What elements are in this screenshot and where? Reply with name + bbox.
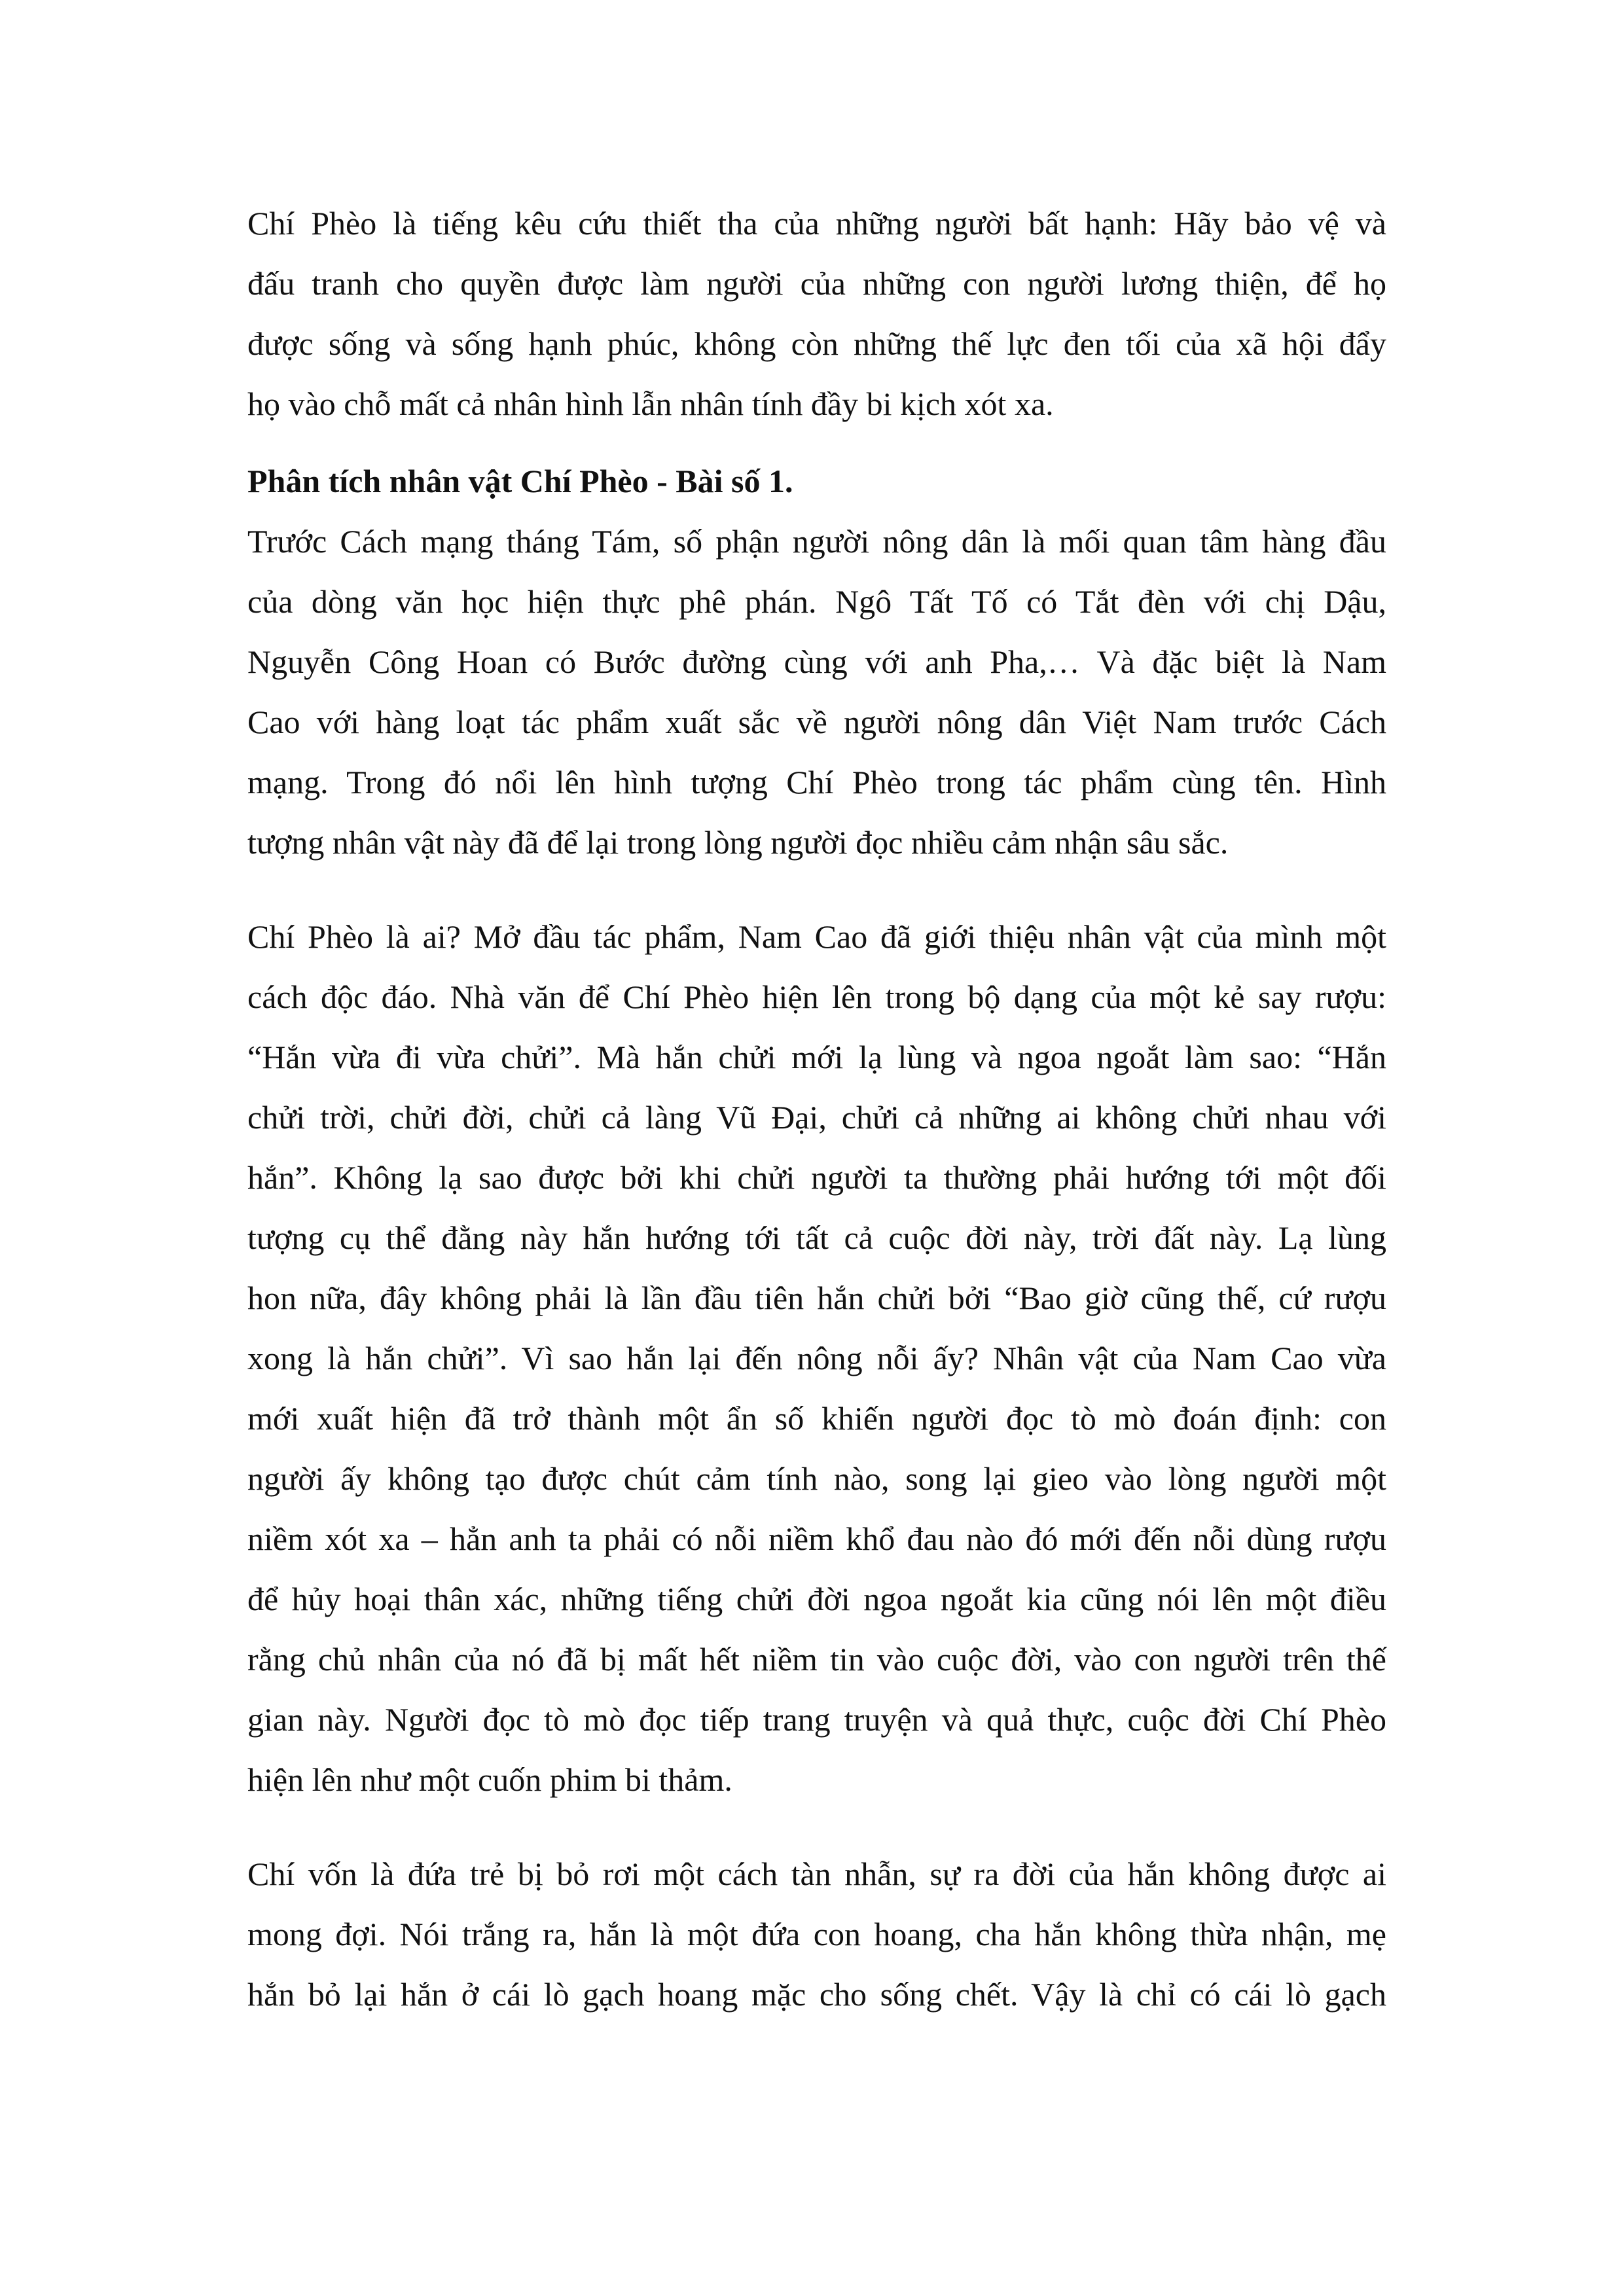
text-line: hiện lên như một cuốn phim bi thảm. (247, 1761, 732, 1798)
text-line: mong đợi. Nói trắng ra, hắn là một đứa con hoang, cha hắn không thừa nhận, mẹ (247, 1916, 1386, 1952)
section-heading: Phân tích nhân vật Chí Phèo - Bài số 1. (247, 463, 793, 499)
spacer (247, 1810, 1386, 1844)
text-line: hắn bỏ lại hắn ở cái lò gạch hoang mặc cho sống chết. Vậy là chỉ có cái lò gạch (247, 1976, 1386, 2013)
text-line: tượng nhân vật này đã để lại trong lòng người đọc nhiều cảm nhận sâu sắc. (247, 824, 1229, 861)
text-line: Cao với hàng loạt tác phẩm xuất sắc về người nông dân Việt Nam trước Cách (247, 704, 1386, 740)
text-line: Chí Phèo là ai? Mở đầu tác phẩm, Nam Cao đã giới thiệu nhân vật của mình một (247, 918, 1386, 955)
paragraph-abandoned-child (247, 1844, 1386, 2024)
text-line: được sống và sống hạnh phúc, không còn những thế lực đen tối của xã hội đẩy (247, 325, 1386, 362)
text-line: xong là hắn chửi”. Vì sao hắn lại đến nông nỗi ấy? Nhân vật của Nam Cao vừa (247, 1340, 1386, 1376)
text-line: hắn”. Không lạ sao được bởi khi chửi người ta thường phải hướng tới một đối (247, 1159, 1386, 1196)
paragraph-who-is-chi-pheo (247, 906, 1386, 1810)
text-line: Chí vốn là đứa trẻ bị bỏ rơi một cách tàn nhẫn, sự ra đời của hắn không được ai (247, 1856, 1386, 1892)
text-line: hon nữa, đây không phải là lần đầu tiên hắn chửi bởi “Bao giờ cũng thế, cứ rượu (247, 1280, 1386, 1316)
paragraph-intro (247, 511, 1386, 872)
text-line: niềm xót xa – hẳn anh ta phải có nỗi niềm khổ đau nào đó mới đến nỗi dùng rượu (247, 1520, 1386, 1557)
spacer (247, 434, 1386, 451)
paragraph-conclusion (247, 193, 1386, 434)
text-line: Trước Cách mạng tháng Tám, số phận người nông dân là mối quan tâm hàng đầu (247, 523, 1386, 560)
text-line: rằng chủ nhân của nó đã bị mất hết niềm tin vào cuộc đời, vào con người trên thế (247, 1641, 1386, 1677)
text-line: mạng. Trong đó nổi lên hình tượng Chí Phèo trong tác phẩm cùng tên. Hình (247, 764, 1386, 800)
text-line: của dòng văn học hiện thực phê phán. Ngô Tất Tố có Tắt đèn với chị Dậu, (247, 583, 1386, 620)
text-line: họ vào chỗ mất cả nhân hình lẫn nhân tính đầy bi kịch xót xa. (247, 386, 1054, 422)
text-line: tượng cụ thể đằng này hắn hướng tới tất cả cuộc đời này, trời đất này. Lạ lùng (247, 1219, 1386, 1256)
text-line: “Hắn vừa đi vừa chửi”. Mà hắn chửi mới lạ lùng và ngoa ngoắt làm sao: “Hắn (247, 1039, 1386, 1075)
document-content (247, 193, 1386, 2024)
text-line: cách độc đáo. Nhà văn để Chí Phèo hiện lên trong bộ dạng của một kẻ say rượu: (247, 978, 1386, 1015)
text-line: để hủy hoại thân xác, những tiếng chửi đời ngoa ngoắt kia cũng nói lên một điều (247, 1581, 1386, 1617)
text-line: đấu tranh cho quyền được làm người của những con người lương thiện, để họ (247, 265, 1386, 302)
text-line: chửi trời, chửi đời, chửi cả làng Vũ Đại, chửi cả những ai không chửi nhau với (247, 1099, 1386, 1136)
text-line: Nguyễn Công Hoan có Bước đường cùng với anh Pha,… Và đặc biệt là Nam (247, 643, 1386, 680)
text-line: người ấy không tạo được chút cảm tính nào, song lại gieo vào lòng người một (247, 1460, 1386, 1497)
spacer (247, 872, 1386, 906)
text-line: Chí Phèo là tiếng kêu cứu thiết tha của những người bất hạnh: Hãy bảo vệ và (247, 205, 1386, 242)
text-line: mới xuất hiện đã trở thành một ẩn số khiến người đọc tò mò đoán định: con (247, 1400, 1386, 1437)
text-line: gian này. Người đọc tò mò đọc tiếp trang truyện và quả thực, cuộc đời Chí Phèo (247, 1701, 1386, 1738)
